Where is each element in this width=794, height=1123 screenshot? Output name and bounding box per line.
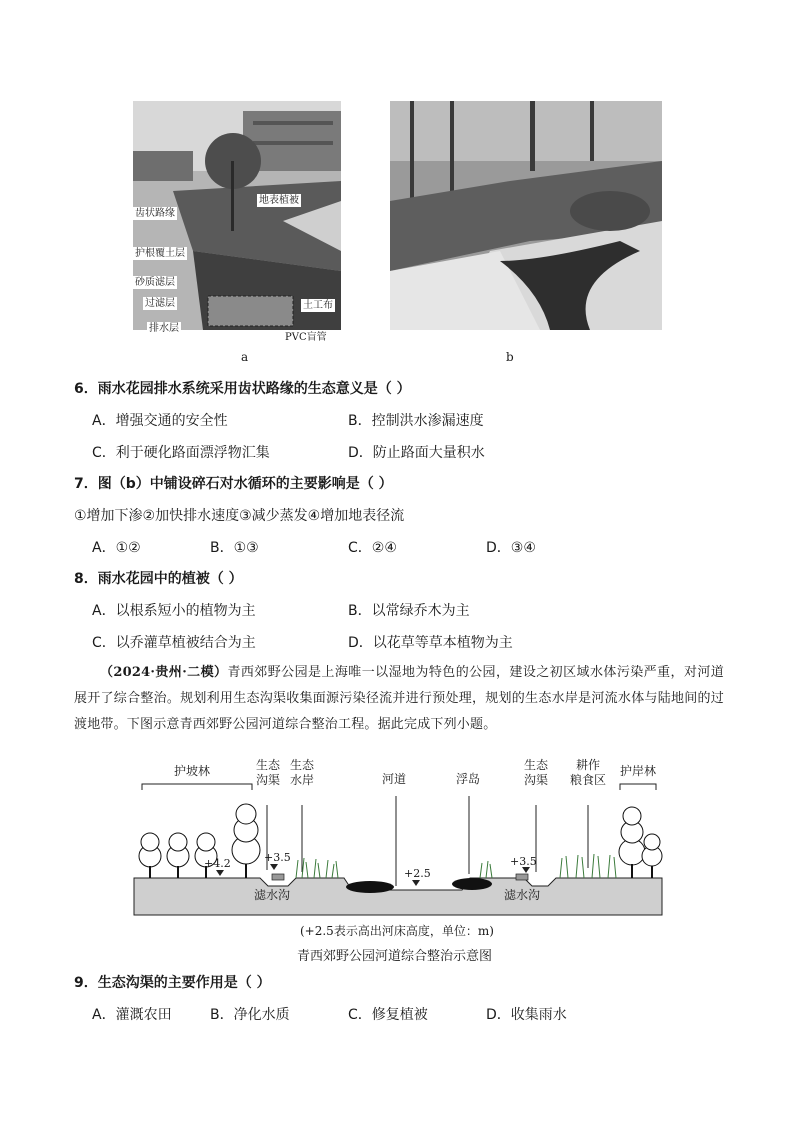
caption-a: a	[241, 350, 249, 364]
q8-stem: 8．雨水花园中的植被（ ）	[74, 571, 243, 587]
q6-stem: 6．雨水花园排水系统采用齿状路缘的生态意义是（ ）	[74, 381, 411, 397]
q6-option-c[interactable]: C．利于硬化路面漂浮物汇集	[92, 445, 270, 461]
diagram-label-river: 河道	[382, 772, 407, 786]
diagram-label-eco-ditch-right	[522, 758, 550, 788]
diagram-label-filter-ditch-left: 滤水沟	[254, 888, 291, 902]
q7-stem: 7．图（b）中铺设碎石对水循环的主要影响是（ ）	[74, 476, 393, 492]
q9-option-d[interactable]: D．收集雨水	[486, 1007, 567, 1023]
q9-stem: 9．生态沟渠的主要作用是（ ）	[74, 975, 271, 991]
q7-option-d[interactable]: D．③④	[486, 540, 536, 556]
q6-option-a[interactable]: A．增强交通的安全性	[92, 413, 228, 429]
diagram-title: 青西郊野公园河道综合整治示意图	[297, 949, 493, 964]
q6-option-d[interactable]: D．防止路面大量积水	[348, 445, 485, 461]
diagram-label-h3: +2.5	[404, 867, 431, 880]
photo-b	[390, 101, 662, 330]
label-chizhuang: 齿状路缘	[135, 208, 175, 219]
passage	[74, 660, 724, 738]
diagram-label-eco-ditch-left	[254, 758, 282, 788]
passage-source: （2024·贵州·二模）	[100, 665, 228, 680]
label-shazhi: 砂质滤层	[135, 277, 175, 288]
river-diagram	[120, 760, 680, 920]
diagram-label-protect-forest-right: 护岸林	[620, 764, 657, 778]
photo-a	[133, 101, 341, 343]
diagram-label-floating-island: 浮岛	[456, 772, 481, 786]
eco-ditch-left-text: 生态 沟渠	[255, 758, 280, 787]
q7-items: ①增加下渗②加快排水速度③减少蒸发④增加地表径流	[74, 508, 405, 524]
q8-option-b[interactable]: B．以常绿乔木为主	[348, 603, 470, 619]
q8-option-c[interactable]: C．以乔灌草植被结合为主	[92, 635, 256, 651]
diagram-label-h2: +3.5	[264, 851, 291, 864]
q7-option-b[interactable]: B．①③	[210, 540, 259, 556]
label-pvc: PVC盲管	[285, 332, 327, 343]
label-dibiao: 地表植被	[259, 195, 299, 206]
diagram-label-eco-bank	[288, 758, 316, 788]
label-paishui: 排水层	[149, 323, 179, 334]
q6-option-b[interactable]: B．控制洪水渗漏速度	[348, 413, 484, 429]
q7-option-c[interactable]: C．②④	[348, 540, 397, 556]
diagram-label-protect-forest-left: 护坡林	[174, 764, 211, 778]
diagram-note: (+2.5表示高出河床高度，单位：m)	[300, 924, 494, 938]
diagram-label-filter-ditch-right: 滤水沟	[504, 888, 541, 902]
caption-b: b	[506, 350, 514, 364]
passage-text: 青西郊野公园是上海唯一以湿地为特色的公园，建设之初区域水体污染严重，对河道展开了综合整治。规划利用生态沟渠收集面源污染径流并进行预处理，规划的生态水岸是河流水体与陆地间的过渡地带。下图示意青西郊野公园河道综合整治工程。据此完成下列小题。	[74, 665, 724, 732]
q9-option-a[interactable]: A．灌溉农田	[92, 1007, 172, 1023]
q8-option-a[interactable]: A．以根系短小的植物为主	[92, 603, 256, 619]
label-tugong: 土工布	[303, 300, 333, 311]
q8-option-d[interactable]: D．以花草等草本植物为主	[348, 635, 513, 651]
farmland-text: 耕作 粮食区	[569, 758, 606, 787]
eco-bank-text: 生态 水岸	[289, 758, 314, 787]
label-hugen: 护根覆土层	[135, 248, 185, 259]
diagram-label-farmland	[566, 758, 610, 788]
diagram-label-h1: +4.2	[204, 857, 231, 870]
q7-option-a[interactable]: A．①②	[92, 540, 141, 556]
label-guolv: 过滤层	[145, 298, 175, 309]
q9-option-b[interactable]: B．净化水质	[210, 1007, 290, 1023]
eco-ditch-right-text: 生态 沟渠	[523, 758, 548, 787]
photo-b-image	[390, 101, 662, 330]
q9-option-c[interactable]: C．修复植被	[348, 1007, 428, 1023]
diagram-label-h4: +3.5	[510, 855, 537, 868]
